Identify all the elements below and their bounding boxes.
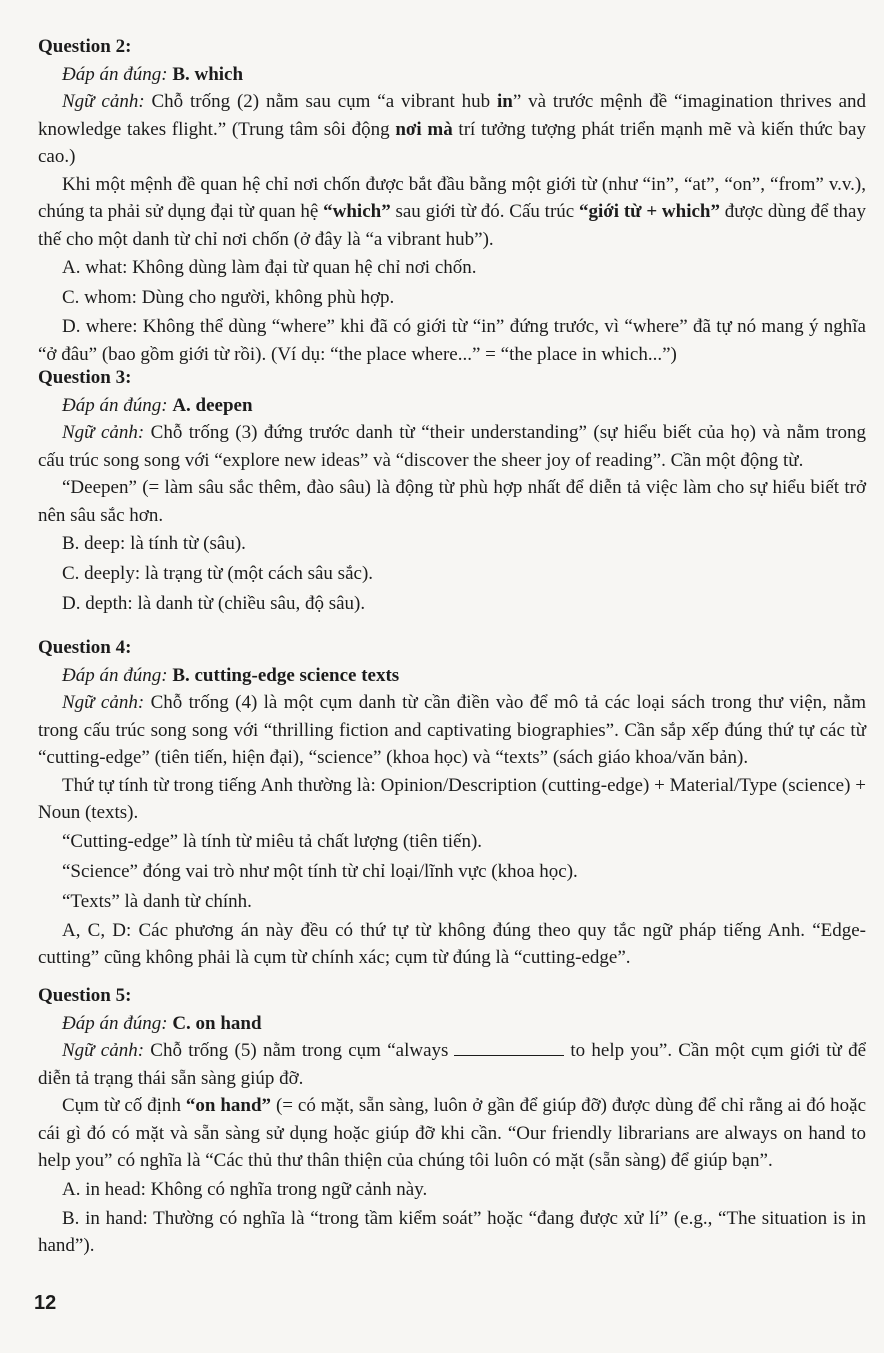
- question-heading: Question 3:: [38, 367, 132, 388]
- text-run: (= có mặt, sẵn sàng, luôn ở gần để giúp đỡ) được dùng để chỉ rằng ai đó hoặc cái gì đó có mặt và sẵn sàng sử dụng hoặc giúp đỡ khi cần. “Our friendly librarians are always on hand to help you” có nghĩa là “Các thủ thư thân thiện của chúng tôi luôn có mặt (sẵn sàng) để giúp bạn”.: [38, 1095, 866, 1171]
- text-run: Thứ tự tính từ trong tiếng Anh thường là: Opinion/Description (cutting-edge) + Material/Type (science) + Noun (texts).: [38, 774, 866, 823]
- explanation-paragraph: [38, 827, 866, 857]
- explanation-paragraph: [38, 1175, 866, 1205]
- italic-label: Ngữ cảnh:: [62, 692, 145, 713]
- explanation-paragraph: [38, 887, 866, 917]
- explanation-paragraph: [38, 283, 866, 313]
- text-run: Chỗ trống (5) nằm trong cụm “always: [144, 1040, 449, 1061]
- italic-label: Ngữ cảnh:: [62, 422, 145, 443]
- text-run: to help you”. Cần một cụm giới từ để diễn tả trạng thái sẵn sàng giúp đỡ.: [38, 1040, 867, 1089]
- text-run: “Cutting-edge” là tính từ miêu tả chất lượng (tiên tiến).: [62, 830, 483, 852]
- italic-label: Đáp án đúng:: [62, 664, 173, 686]
- question-4-section: [38, 634, 866, 972]
- explanation-paragraph: [38, 419, 866, 474]
- text-run: C. whom: Dùng cho người, không phù hợp.: [62, 287, 395, 308]
- question-heading: Question 4:: [38, 637, 132, 658]
- italic-label: Đáp án đúng:: [62, 63, 173, 85]
- italic-label: Ngữ cảnh:: [62, 91, 145, 112]
- italic-label: Đáp án đúng:: [62, 394, 173, 416]
- italic-label: Ngữ cảnh:: [62, 1040, 145, 1061]
- text-run: “Science” đóng vai trò như một tính từ chỉ loại/lĩnh vực (khoa học).: [62, 860, 578, 882]
- question-2-section: [38, 33, 866, 368]
- text-run: A. what: Không dùng làm đại từ quan hệ chỉ nơi chốn.: [62, 257, 477, 278]
- text-run: A. in head: Không có nghĩa trong ngữ cảnh này.: [62, 1178, 428, 1200]
- text-run: “Deepen” (= làm sâu sắc thêm, đào sâu) là động từ phù hợp nhất để diễn tả việc làm cho sự hiểu biết trở nên sâu sắc hơn.: [38, 477, 866, 526]
- explanation-paragraph: [38, 917, 866, 972]
- italic-label: Đáp án đúng:: [62, 1012, 173, 1034]
- bold-text: B. cutting-edge science texts: [172, 664, 400, 686]
- bold-text: nơi mà: [395, 118, 453, 140]
- text-run: D. where: Không thể dùng “where” khi đã có giới từ “in” đứng trước, vì “where” đã tự nó mang ý nghĩa “ở đâu” (bao gồm giới từ rồi). (Ví dụ: “the place where...” = “the place in which...”): [38, 316, 866, 365]
- explanation-paragraph: [38, 253, 866, 283]
- text-run: B. deep: là tính từ (sâu).: [62, 533, 246, 554]
- text-run: Khi một mệnh đề quan hệ chỉ nơi chốn được bắt đầu bằng một giới từ (như “in”, “at”, “on”, “from” v.v.), chúng ta phải sử dụng đại từ quan hệ: [38, 173, 866, 222]
- text-run: B. in hand: Thường có nghĩa là “trong tầm kiểm soát” hoặc “đang được xử lí” (e.g., “The situation is in hand”).: [38, 1207, 866, 1256]
- bold-text: C. on hand: [172, 1012, 262, 1034]
- bold-text: B. which: [172, 63, 244, 85]
- text-run: “Texts” là danh từ chính.: [62, 890, 252, 912]
- text-run: trí tưởng tượng phát triển mạnh mẽ và kiến thức bay cao.): [38, 118, 866, 167]
- text-run: C. deeply: là trạng từ (một cách sâu sắc).: [62, 563, 374, 584]
- answer-line: [38, 61, 866, 89]
- bold-text: in: [497, 91, 513, 112]
- text-run: D. depth: là danh từ (chiều sâu, độ sâu).: [62, 593, 366, 614]
- text-run: được dùng để thay thế cho một danh từ chỉ nơi chốn (ở đây là “a vibrant hub”).: [38, 201, 866, 250]
- question-heading: Question 2:: [38, 36, 132, 57]
- explanation-paragraph: [38, 772, 866, 827]
- bold-text: “on hand”: [185, 1095, 272, 1116]
- text-run: Chỗ trống (2) nằm sau cụm “a vibrant hub: [144, 91, 497, 112]
- explanation-paragraph: [38, 559, 866, 589]
- text-run: Chỗ trống (4) là một cụm danh từ cần điền vào để mô tả các loại sách trong thư viện, nằm trong cấu trúc song song với “thrilling fiction and captivating biographies”. Cần sắp xếp đúng thứ tự các từ “cutting-edge” (tiên tiến, hiện đại), “science” (khoa học) và “texts” (sách giáo khoa/văn bản).: [38, 692, 866, 768]
- explanation-paragraph: [38, 529, 866, 559]
- text-run: Cụm từ cố định: [62, 1095, 186, 1116]
- answer-line: [38, 662, 866, 690]
- explanation-paragraph: [38, 689, 866, 772]
- explanation-paragraph: [38, 88, 866, 171]
- explanation-paragraph: [38, 171, 866, 254]
- question-3-section: [38, 364, 866, 619]
- text-run: A, C, D: Các phương án này đều có thứ tự từ không đúng theo quy tắc ngữ pháp tiếng Anh. “Edge-cutting” cũng không phải là cụm từ chính xác; cụm từ đúng là “cutting-edge”.: [38, 919, 866, 968]
- answer-line: [38, 392, 866, 420]
- text-run: ” và trước mệnh đề “imagination thrives and knowledge takes flight.” (Trung tâm sôi động: [38, 91, 867, 140]
- explanation-paragraph: [38, 1092, 866, 1175]
- page-number: 12: [34, 1292, 57, 1314]
- explanation-paragraph: [38, 1037, 866, 1092]
- bold-text: “giới từ + which”: [578, 201, 720, 222]
- text-run: Chỗ trống (3) đứng trước danh từ “their understanding” (sự hiểu biết của họ) và nằm trong cấu trúc song song với “explore new ideas” và “discover the sheer joy of reading”. Cần một động từ.: [38, 422, 866, 471]
- answer-line: [38, 1010, 866, 1038]
- explanation-paragraph: [38, 474, 866, 529]
- explanation-paragraph: [38, 1205, 866, 1260]
- explanation-paragraph: [38, 589, 866, 619]
- explanation-paragraph: [38, 857, 866, 887]
- bold-text: A. deepen: [172, 394, 253, 416]
- question-heading: Question 5:: [38, 985, 132, 1006]
- explanation-paragraph: [38, 313, 866, 368]
- question-5-section: [38, 982, 866, 1260]
- text-run: sau giới từ đó. Cấu trúc: [390, 201, 579, 222]
- fill-in-blank: [454, 1055, 564, 1056]
- bold-text: “which”: [323, 201, 391, 222]
